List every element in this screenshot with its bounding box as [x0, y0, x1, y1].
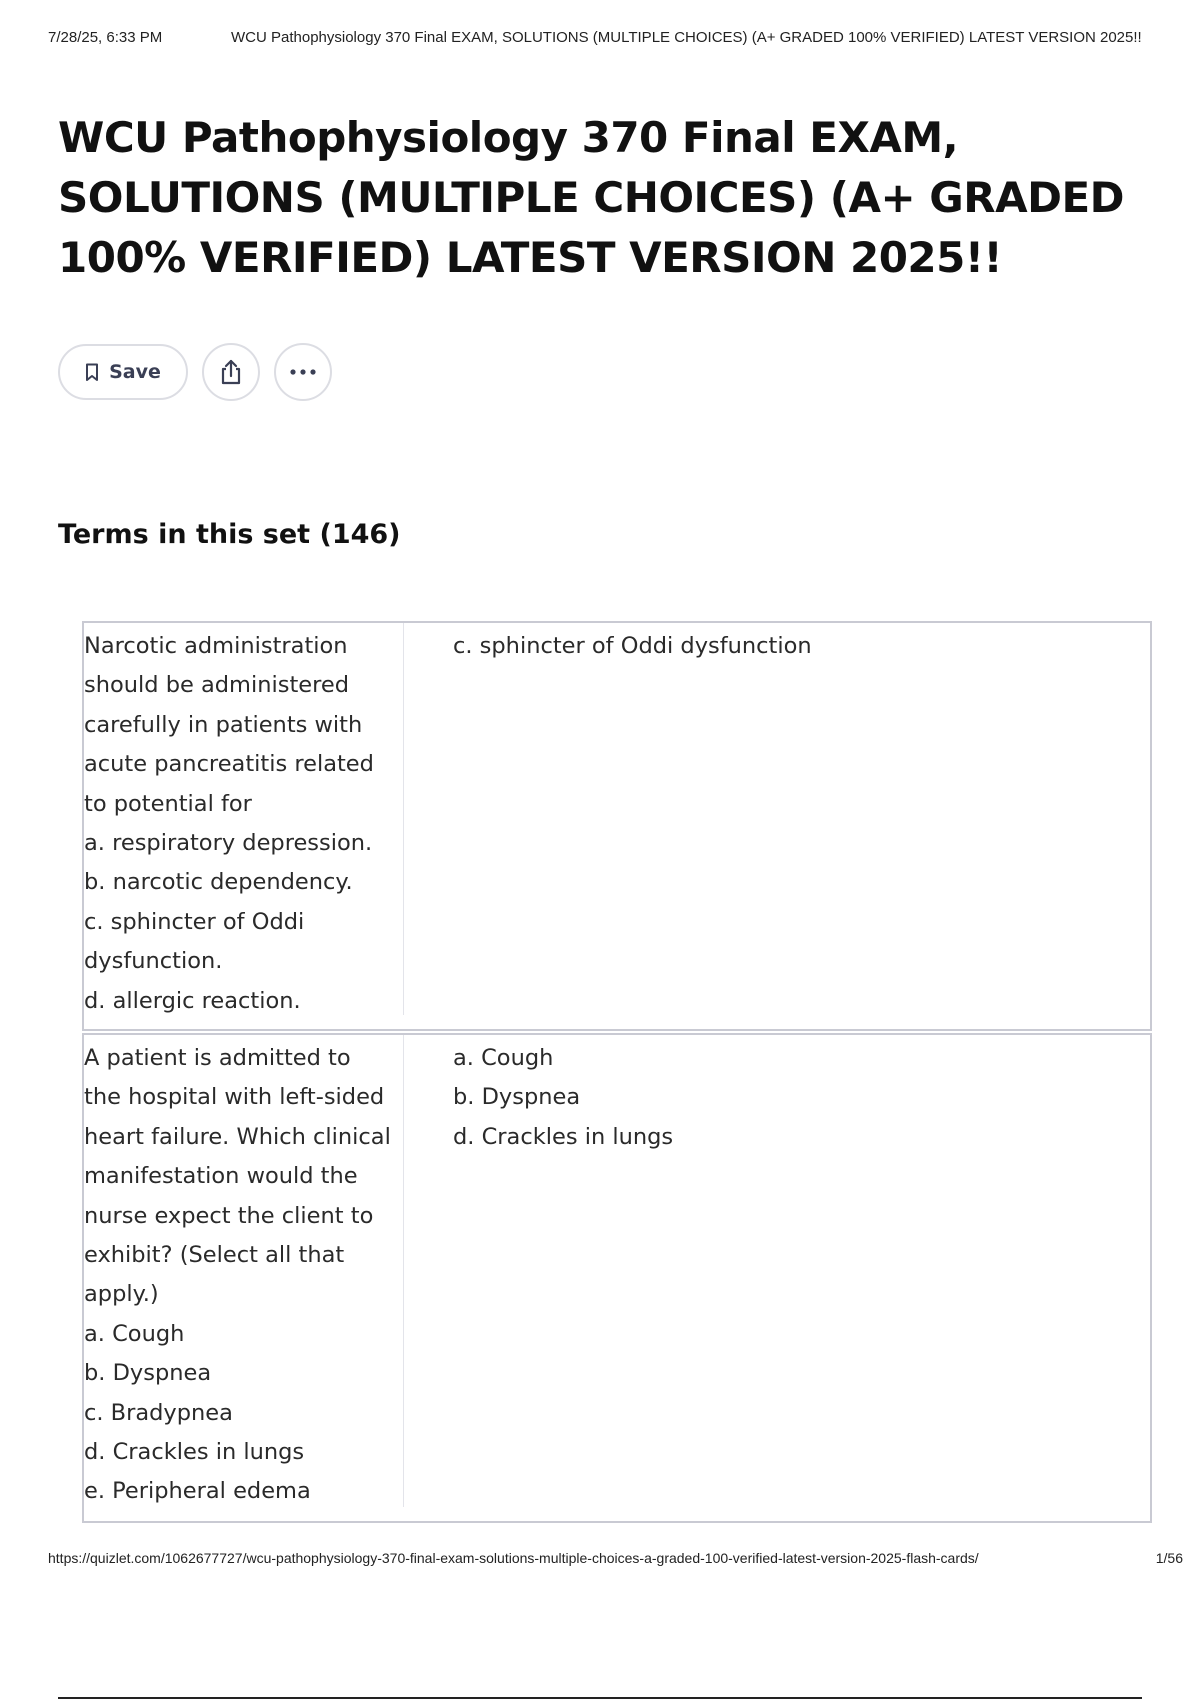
print-datetime: 7/28/25, 6:33 PM	[48, 29, 163, 46]
answer-line: a. Cough	[453, 1045, 554, 1071]
term-line: A patient is admitted to	[84, 1045, 351, 1071]
share-button[interactable]	[202, 343, 260, 401]
term-answer	[404, 623, 1150, 1029]
save-button-label: Save	[109, 361, 161, 383]
answer-line: c. sphincter of Oddi dysfunction	[453, 633, 812, 659]
page-title	[58, 108, 1158, 288]
term-line: c. Bradypnea	[84, 1399, 233, 1426]
term-line: the hospital with left-sided	[84, 1084, 385, 1111]
term-line: carefully in patients with	[84, 711, 363, 738]
term-card	[82, 621, 1152, 1031]
term-line: d. Crackles in lungs	[84, 1439, 305, 1466]
share-icon	[218, 358, 244, 386]
term-line: e. Peripheral edema	[84, 1478, 311, 1505]
divider	[58, 1697, 1142, 1699]
term-line: b. Dyspnea	[84, 1360, 212, 1387]
action-bar	[58, 343, 332, 401]
page-title-line: WCU Pathophysiology 370 Final EXAM,	[58, 113, 959, 162]
term-line: b. narcotic dependency.	[84, 869, 353, 896]
save-button[interactable]	[58, 344, 188, 400]
term-card	[82, 1033, 1152, 1523]
term-line: d. allergic reaction.	[84, 987, 301, 1014]
term-answer	[404, 1035, 1150, 1521]
print-doc-title: WCU Pathophysiology 370 Final EXAM, SOLUTIONS (MULTIPLE CHOICES) (A+ GRADED 100% VERIFIED) LATEST VERSION 2025!!	[231, 29, 1142, 46]
term-line: exhibit? (Select all that	[84, 1242, 345, 1269]
term-line: manifestation would the	[84, 1163, 358, 1190]
term-line: dysfunction.	[84, 948, 223, 975]
more-options-icon	[289, 368, 317, 376]
term-line: to potential for	[84, 790, 252, 817]
term-line: acute pancreatitis related	[84, 751, 374, 778]
term-question	[84, 623, 404, 1015]
term-line: apply.)	[84, 1281, 159, 1308]
bookmark-icon	[85, 363, 99, 382]
print-page-number: 1/56	[1155, 1550, 1183, 1566]
term-line: should be administered	[84, 672, 349, 699]
answer-line: d. Crackles in lungs	[453, 1123, 674, 1150]
term-line: c. sphincter of Oddi	[84, 908, 305, 935]
term-line: heart failure. Which clinical	[84, 1123, 391, 1150]
term-line: a. respiratory depression.	[84, 830, 373, 857]
print-url: https://quizlet.com/1062677727/wcu-pathophysiology-370-final-exam-solutions-multiple-choices-a-graded-100-verified-latest-version-2025-flash-cards/	[48, 1550, 979, 1566]
terms-list	[82, 621, 1152, 1525]
term-line: Narcotic administration	[84, 633, 348, 659]
terms-heading: Terms in this set (146)	[58, 519, 401, 550]
term-question	[84, 1035, 404, 1507]
page-title-line: 100% VERIFIED) LATEST VERSION 2025!!	[58, 233, 1003, 282]
more-options-button[interactable]	[274, 343, 332, 401]
term-line: a. Cough	[84, 1320, 185, 1347]
answer-line: b. Dyspnea	[453, 1084, 581, 1111]
page-title-line: SOLUTIONS (MULTIPLE CHOICES) (A+ GRADED	[58, 173, 1124, 222]
term-line: nurse expect the client to	[84, 1202, 374, 1229]
